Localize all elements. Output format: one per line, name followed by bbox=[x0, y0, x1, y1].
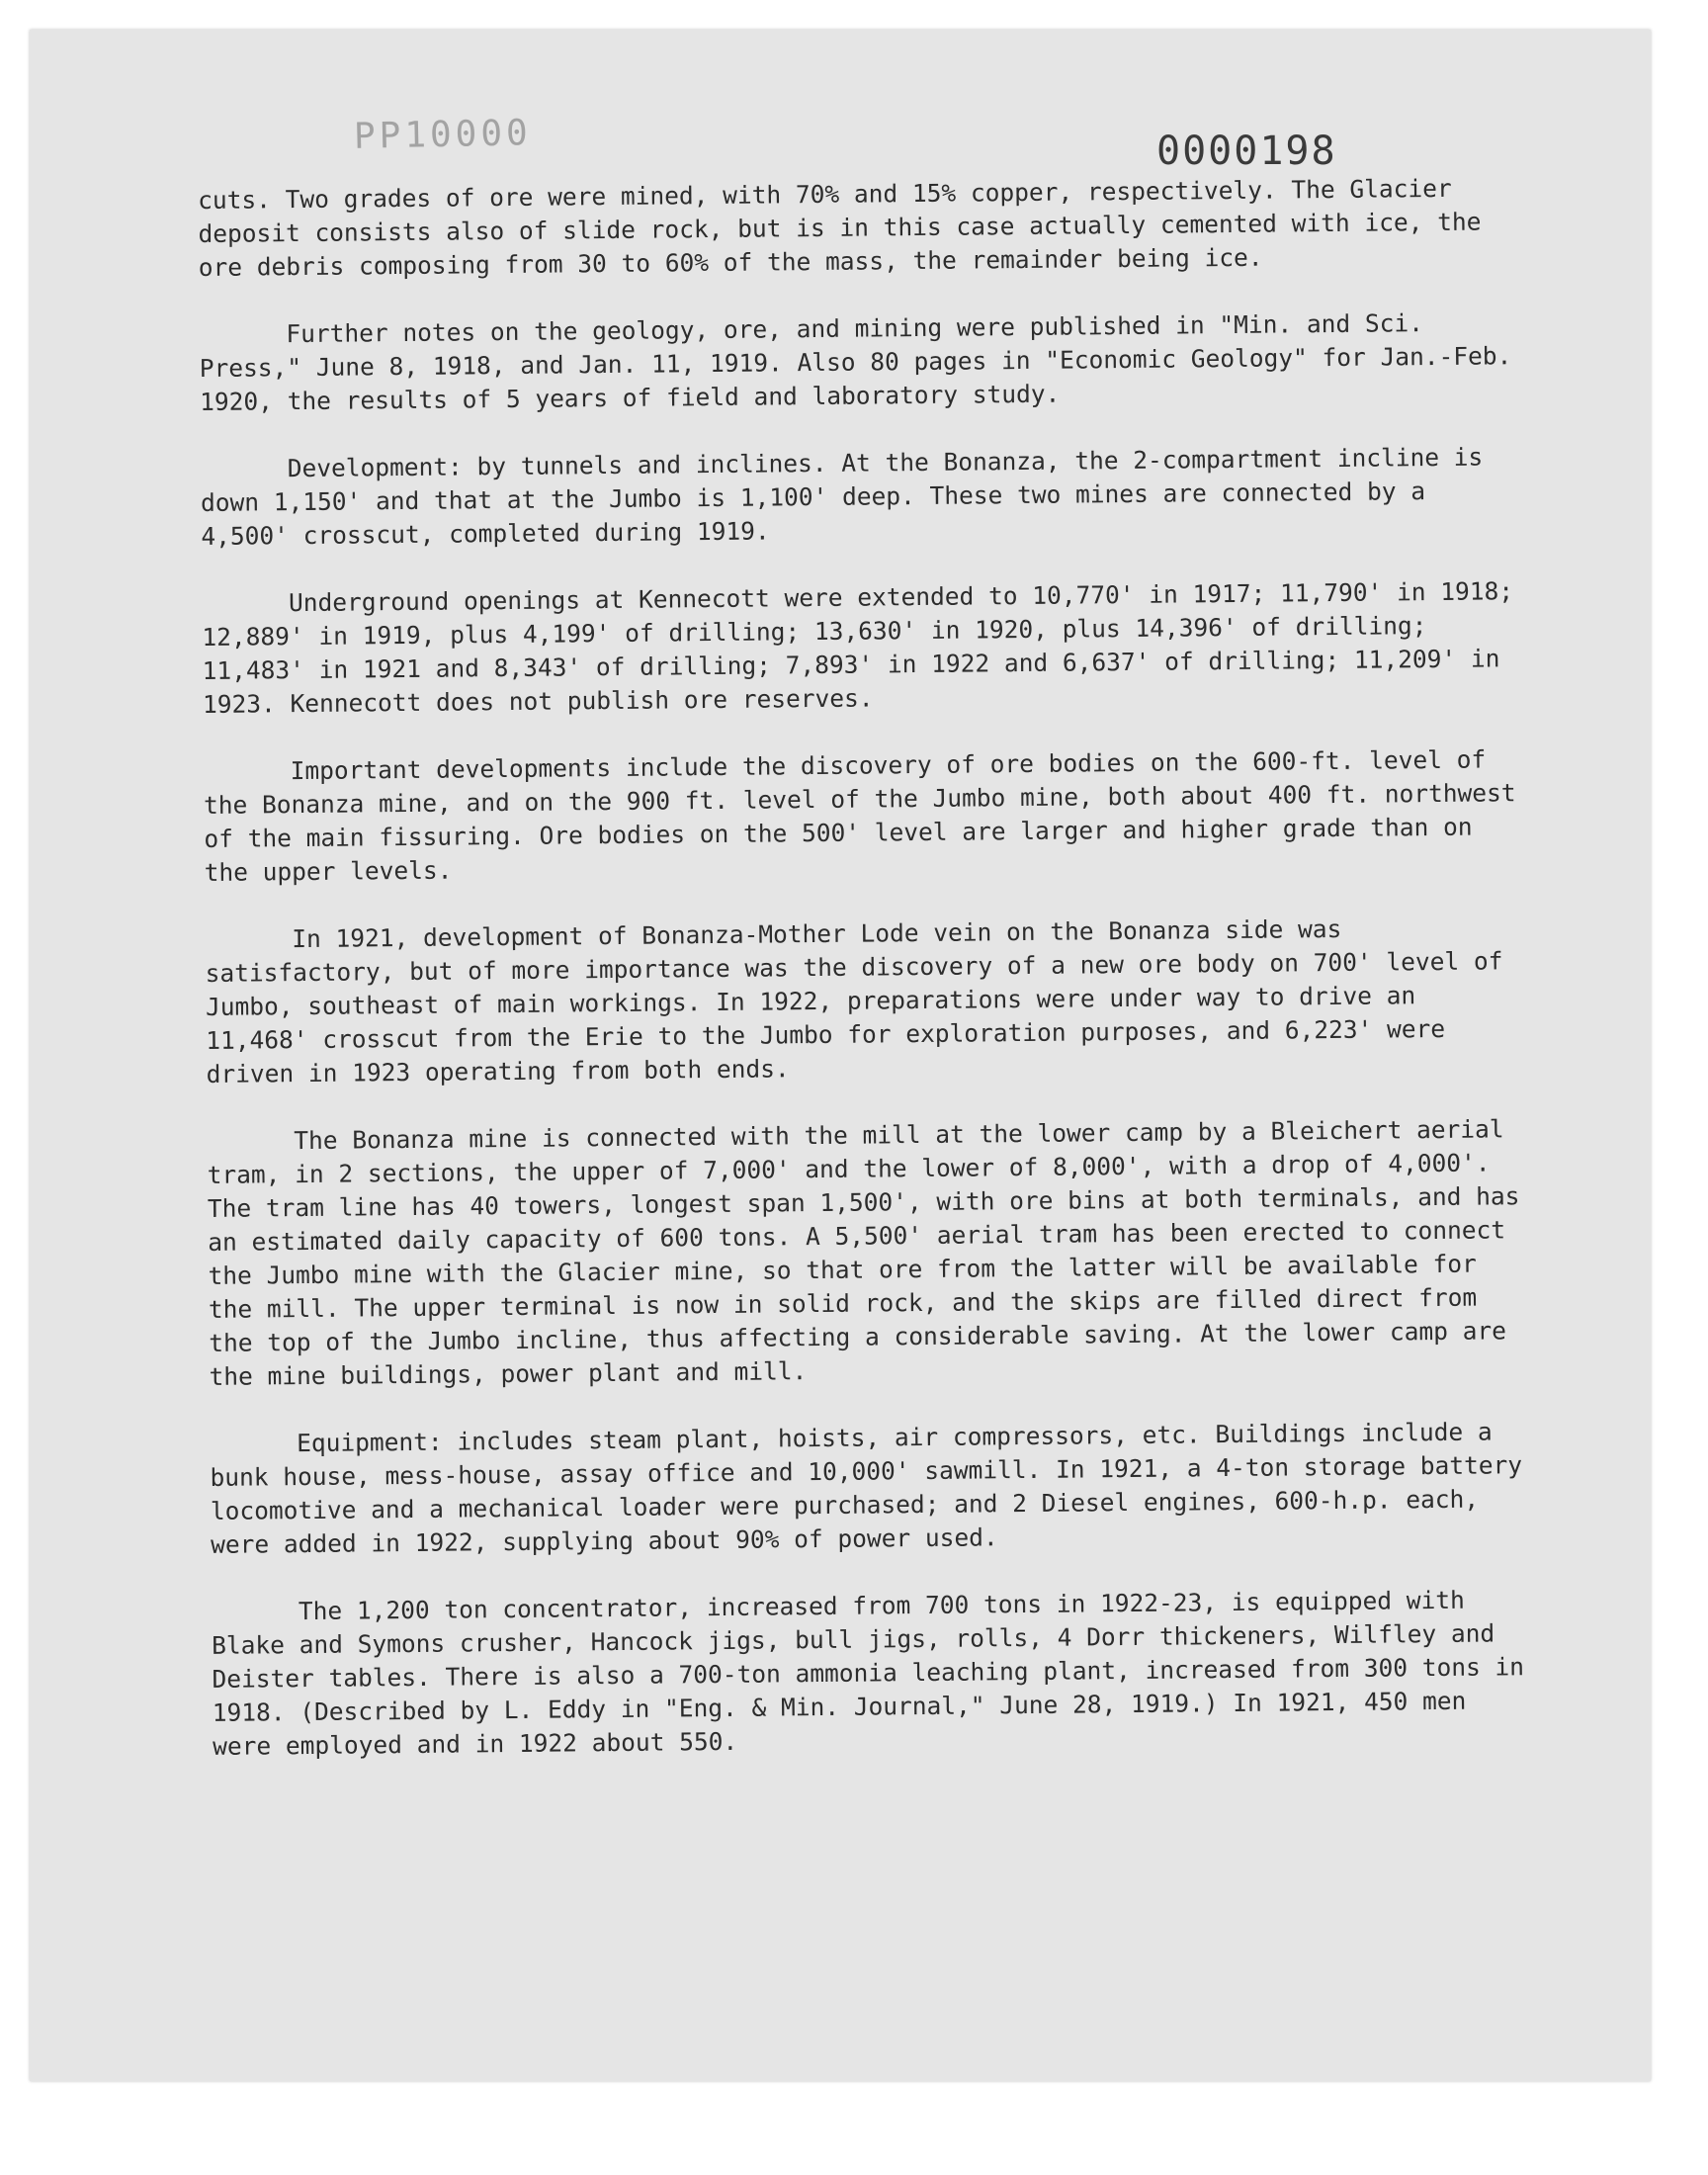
stamp-left: PP10000 bbox=[353, 113, 533, 157]
paragraph-glacier-deposit: cuts. Two grades of ore were mined, with 70% and 15% copper, respectively. The Glacier deposit consists also of slide rock, but is in this case actually cemented with ice, the ore debris composing from 30 to 60% of the mass, the remainder being ice. bbox=[198, 173, 1482, 282]
page-number-stamp: 0000198 bbox=[1156, 129, 1337, 174]
paragraph-equipment: Equipment: includes steam plant, hoists, air compressors, etc. Buildings include a bunk house, mess-house, assay office and 10,000' sawmill. In 1921, a 4-ton storage battery locomotive and a mechanical loader were purchased; and 2 Diesel engines, 600-h.p. each, were added in 1922, supplying about 90% of power used. bbox=[210, 1417, 1523, 1559]
paragraph-development: Development: by tunnels and inclines. At the Bonanza, the 2-compartment incline is down 1,150' and that at the Jumbo is 1,100' deep. These two mines are connected by a 4,500' crosscut, completed during 1919. bbox=[200, 442, 1484, 551]
paragraph-aerial-tram: The Bonanza mine is connected with the mill at the lower camp by a Bleichert aerial tram, in 2 sections, the upper of 7,000' and the lower of 8,000', with a drop of 4,000'. The tram line has 40 towers, longest span 1,500', with ore bins at both terminals, and has an estimated daily capacity of 600 tons. A 5,500' aerial tram has been erected to connect the Jumbo mine with the Glacier mine, so that ore from the latter will be available for the mill. The upper terminal is now in solid rock, and the skips are filled direct from the top of the Jumbo incline, thus affecting a considerable saving. At the lower camp are the mine buildings, power plant and mill. bbox=[207, 1114, 1520, 1391]
paragraph-concentrator: The 1,200 ton concentrator, increased from 700 tons in 1922-23, is equipped with Blake and Symons crusher, Hancock jigs, bull jigs, rolls, 4 Dorr thickeners, Wilfley and Deister tables. There is also a 700-ton ammonia leaching plant, increased from 300 tons in 1918. (Described by L. Eddy in "Eng. & Min. Journal," June 28, 1919.) In 1921, 450 men were employed and in 1922 about 550. bbox=[212, 1585, 1525, 1761]
paragraph-1921-development: In 1921, development of Bonanza-Mother Lode vein on the Bonanza side was satisfactory, but of more importance was the discovery of a new ore body on 700' level of Jumbo, southeast of main workings. In 1922, preparations were under way to drive an 11,468' crosscut from the Erie to the Jumbo for exploration purposes, and 6,223' were driven in 1923 operating from both ends. bbox=[205, 914, 1503, 1088]
paragraph-underground-openings: Underground openings at Kennecott were extended to 10,770' in 1917; 11,790' in 1918; 12,889' in 1919, plus 4,199' of drilling; 13,630' in 1920, plus 14,396' of drilling; 11,483' in 1921 and 8,343' of drilling; 7,893' in 1922 and 6,637' of drilling; 11,209' in 1923. Kennecott does not publish ore reserves. bbox=[202, 576, 1514, 719]
paragraph-further-notes: Further notes on the geology, ore, and mining were published in "Min. and Sci. Press," June 8, 1918, and Jan. 11, 1919. Also 80 pages in "Economic Geology" for Jan.-Feb. 1920, the results of 5 years of field and laboratory study. bbox=[199, 308, 1512, 416]
paragraph-important-developments: Important developments include the discovery of ore bodies on the 600-ft. level of the Bonanza mine, and on the 900 ft. level of the Jumbo mine, both about 400 ft. northwest of the main fissuring. Ore bodies on the 500' level are larger and higher grade than on the upper levels. bbox=[203, 744, 1516, 887]
document-body bbox=[198, 171, 1537, 1764]
